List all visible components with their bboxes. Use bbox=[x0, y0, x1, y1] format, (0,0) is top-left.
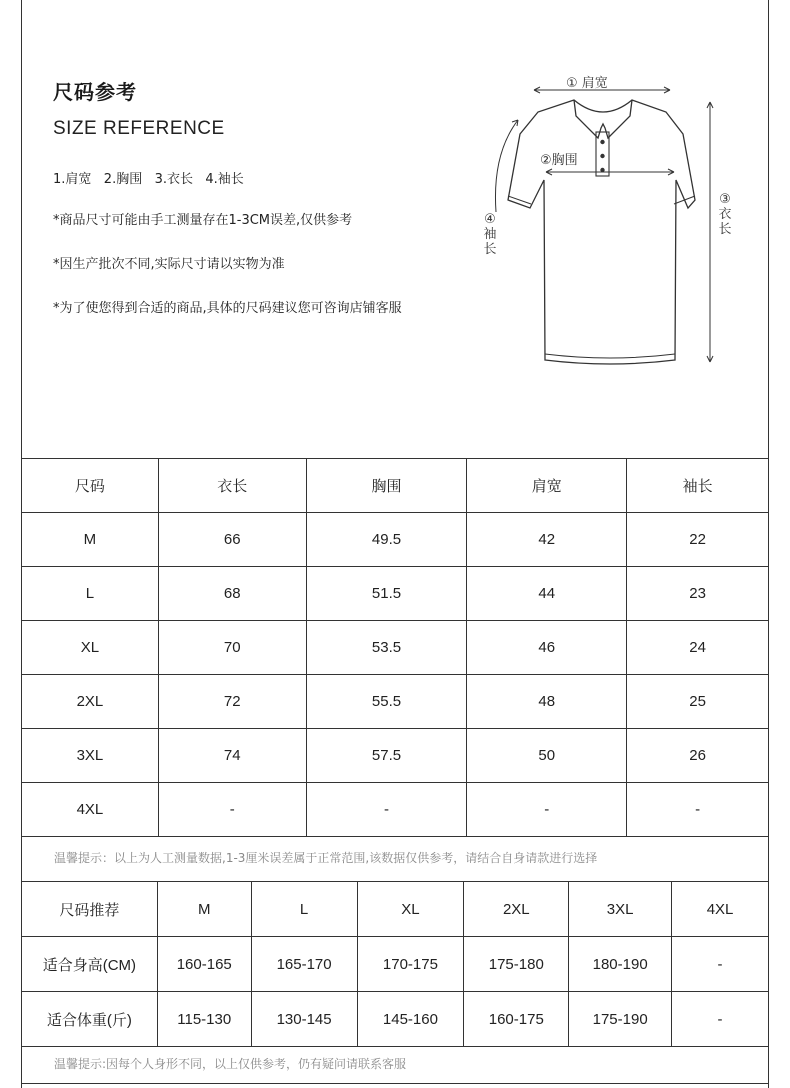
note-error-margin: *商品尺寸可能由手工测量存在1-3CM误差,仅供参考 bbox=[53, 213, 353, 228]
shirt-outline bbox=[508, 100, 695, 364]
table-row bbox=[22, 567, 769, 621]
recommend-table bbox=[21, 881, 769, 1047]
header-cell: 肩宽 bbox=[467, 459, 627, 513]
table-cell: M bbox=[22, 513, 159, 567]
table-row bbox=[22, 729, 769, 783]
table-cell: 55.5 bbox=[306, 675, 467, 729]
table-cell: 25 bbox=[627, 675, 769, 729]
table-cell: 3XL bbox=[22, 729, 159, 783]
tip-body-shape: 温馨提示:因每个人身形不同，以上仅供参考，仍有疑问请联系客服 bbox=[21, 1046, 769, 1084]
header-cell: L bbox=[251, 882, 357, 937]
table-cell: 4XL bbox=[22, 783, 159, 837]
table-row bbox=[22, 513, 769, 567]
size-table bbox=[21, 458, 769, 837]
shirt-diagram bbox=[470, 62, 750, 382]
header-cell: 4XL bbox=[672, 882, 769, 937]
table-cell: 66 bbox=[158, 513, 306, 567]
table-cell: 72 bbox=[158, 675, 306, 729]
header-cell: 胸围 bbox=[306, 459, 467, 513]
table-cell: 145-160 bbox=[357, 992, 464, 1047]
table-cell: 57.5 bbox=[306, 729, 467, 783]
table-cell: 51.5 bbox=[306, 567, 467, 621]
table-cell: 175-180 bbox=[464, 937, 569, 992]
chest-label: ②胸围 bbox=[540, 153, 578, 168]
table-cell: XL bbox=[22, 621, 159, 675]
table-row bbox=[22, 783, 769, 837]
button-2 bbox=[600, 154, 604, 158]
table-cell: 53.5 bbox=[306, 621, 467, 675]
table-cell: - bbox=[467, 783, 627, 837]
table-row bbox=[22, 992, 769, 1047]
table-cell: 130-145 bbox=[251, 992, 357, 1047]
header-cell: M bbox=[157, 882, 251, 937]
table-cell: - bbox=[672, 937, 769, 992]
table-cell: - bbox=[672, 992, 769, 1047]
table-cell: 2XL bbox=[22, 675, 159, 729]
length-label: ③ 衣 长 bbox=[718, 192, 732, 237]
table-cell: 适合体重(斤) bbox=[22, 992, 158, 1047]
table-header-row bbox=[22, 882, 769, 937]
table-cell: 44 bbox=[467, 567, 627, 621]
table-cell: 23 bbox=[627, 567, 769, 621]
table-cell: 175-190 bbox=[569, 992, 672, 1047]
sleeve-label: ④ 袖 长 bbox=[483, 212, 497, 257]
polo-shirt-illustration bbox=[470, 62, 750, 382]
table-cell: - bbox=[158, 783, 306, 837]
tip-measurement: 温馨提示：以上为人工测量数据,1-3厘米误差属于正常范围,该数据仅供参考，请结合自身请款进行选择 bbox=[21, 836, 769, 881]
table-row bbox=[22, 675, 769, 729]
table-cell: 170-175 bbox=[357, 937, 464, 992]
table-cell: 74 bbox=[158, 729, 306, 783]
table-cell: 160-165 bbox=[157, 937, 251, 992]
table-cell: 适合身高(CM) bbox=[22, 937, 158, 992]
header-cell: XL bbox=[357, 882, 464, 937]
table-cell: 165-170 bbox=[251, 937, 357, 992]
header-cell: 2XL bbox=[464, 882, 569, 937]
header-cell: 衣长 bbox=[158, 459, 306, 513]
table-cell: 22 bbox=[627, 513, 769, 567]
page-subtitle: SIZE REFERENCE bbox=[53, 118, 225, 139]
shoulder-label: ① 肩宽 bbox=[566, 76, 608, 91]
header-cell: 尺码推荐 bbox=[22, 882, 158, 937]
header-cell: 尺码 bbox=[22, 459, 159, 513]
table-cell: 48 bbox=[467, 675, 627, 729]
table-header-row bbox=[22, 459, 769, 513]
table-cell: 180-190 bbox=[569, 937, 672, 992]
table-cell: 160-175 bbox=[464, 992, 569, 1047]
table-cell: 46 bbox=[467, 621, 627, 675]
table-cell: 26 bbox=[627, 729, 769, 783]
table-cell: 115-130 bbox=[157, 992, 251, 1047]
header-cell: 3XL bbox=[569, 882, 672, 937]
table-cell: 70 bbox=[158, 621, 306, 675]
note-batch: *因生产批次不同,实际尺寸请以实物为准 bbox=[53, 257, 285, 272]
table-cell: 42 bbox=[467, 513, 627, 567]
table-row bbox=[22, 937, 769, 992]
table-row bbox=[22, 621, 769, 675]
header-cell: 袖长 bbox=[627, 459, 769, 513]
table-cell: - bbox=[306, 783, 467, 837]
button-1 bbox=[600, 140, 604, 144]
table-cell: 50 bbox=[467, 729, 627, 783]
measurement-legend: 1.肩宽 2.胸围 3.衣长 4.袖长 bbox=[53, 172, 244, 187]
page-title: 尺码参考 bbox=[53, 80, 137, 104]
note-consult: *为了使您得到合适的商品,具体的尺码建议您可咨询店铺客服 bbox=[53, 301, 402, 316]
table-cell: L bbox=[22, 567, 159, 621]
table-cell: 49.5 bbox=[306, 513, 467, 567]
table-cell: - bbox=[627, 783, 769, 837]
table-cell: 68 bbox=[158, 567, 306, 621]
table-cell: 24 bbox=[627, 621, 769, 675]
